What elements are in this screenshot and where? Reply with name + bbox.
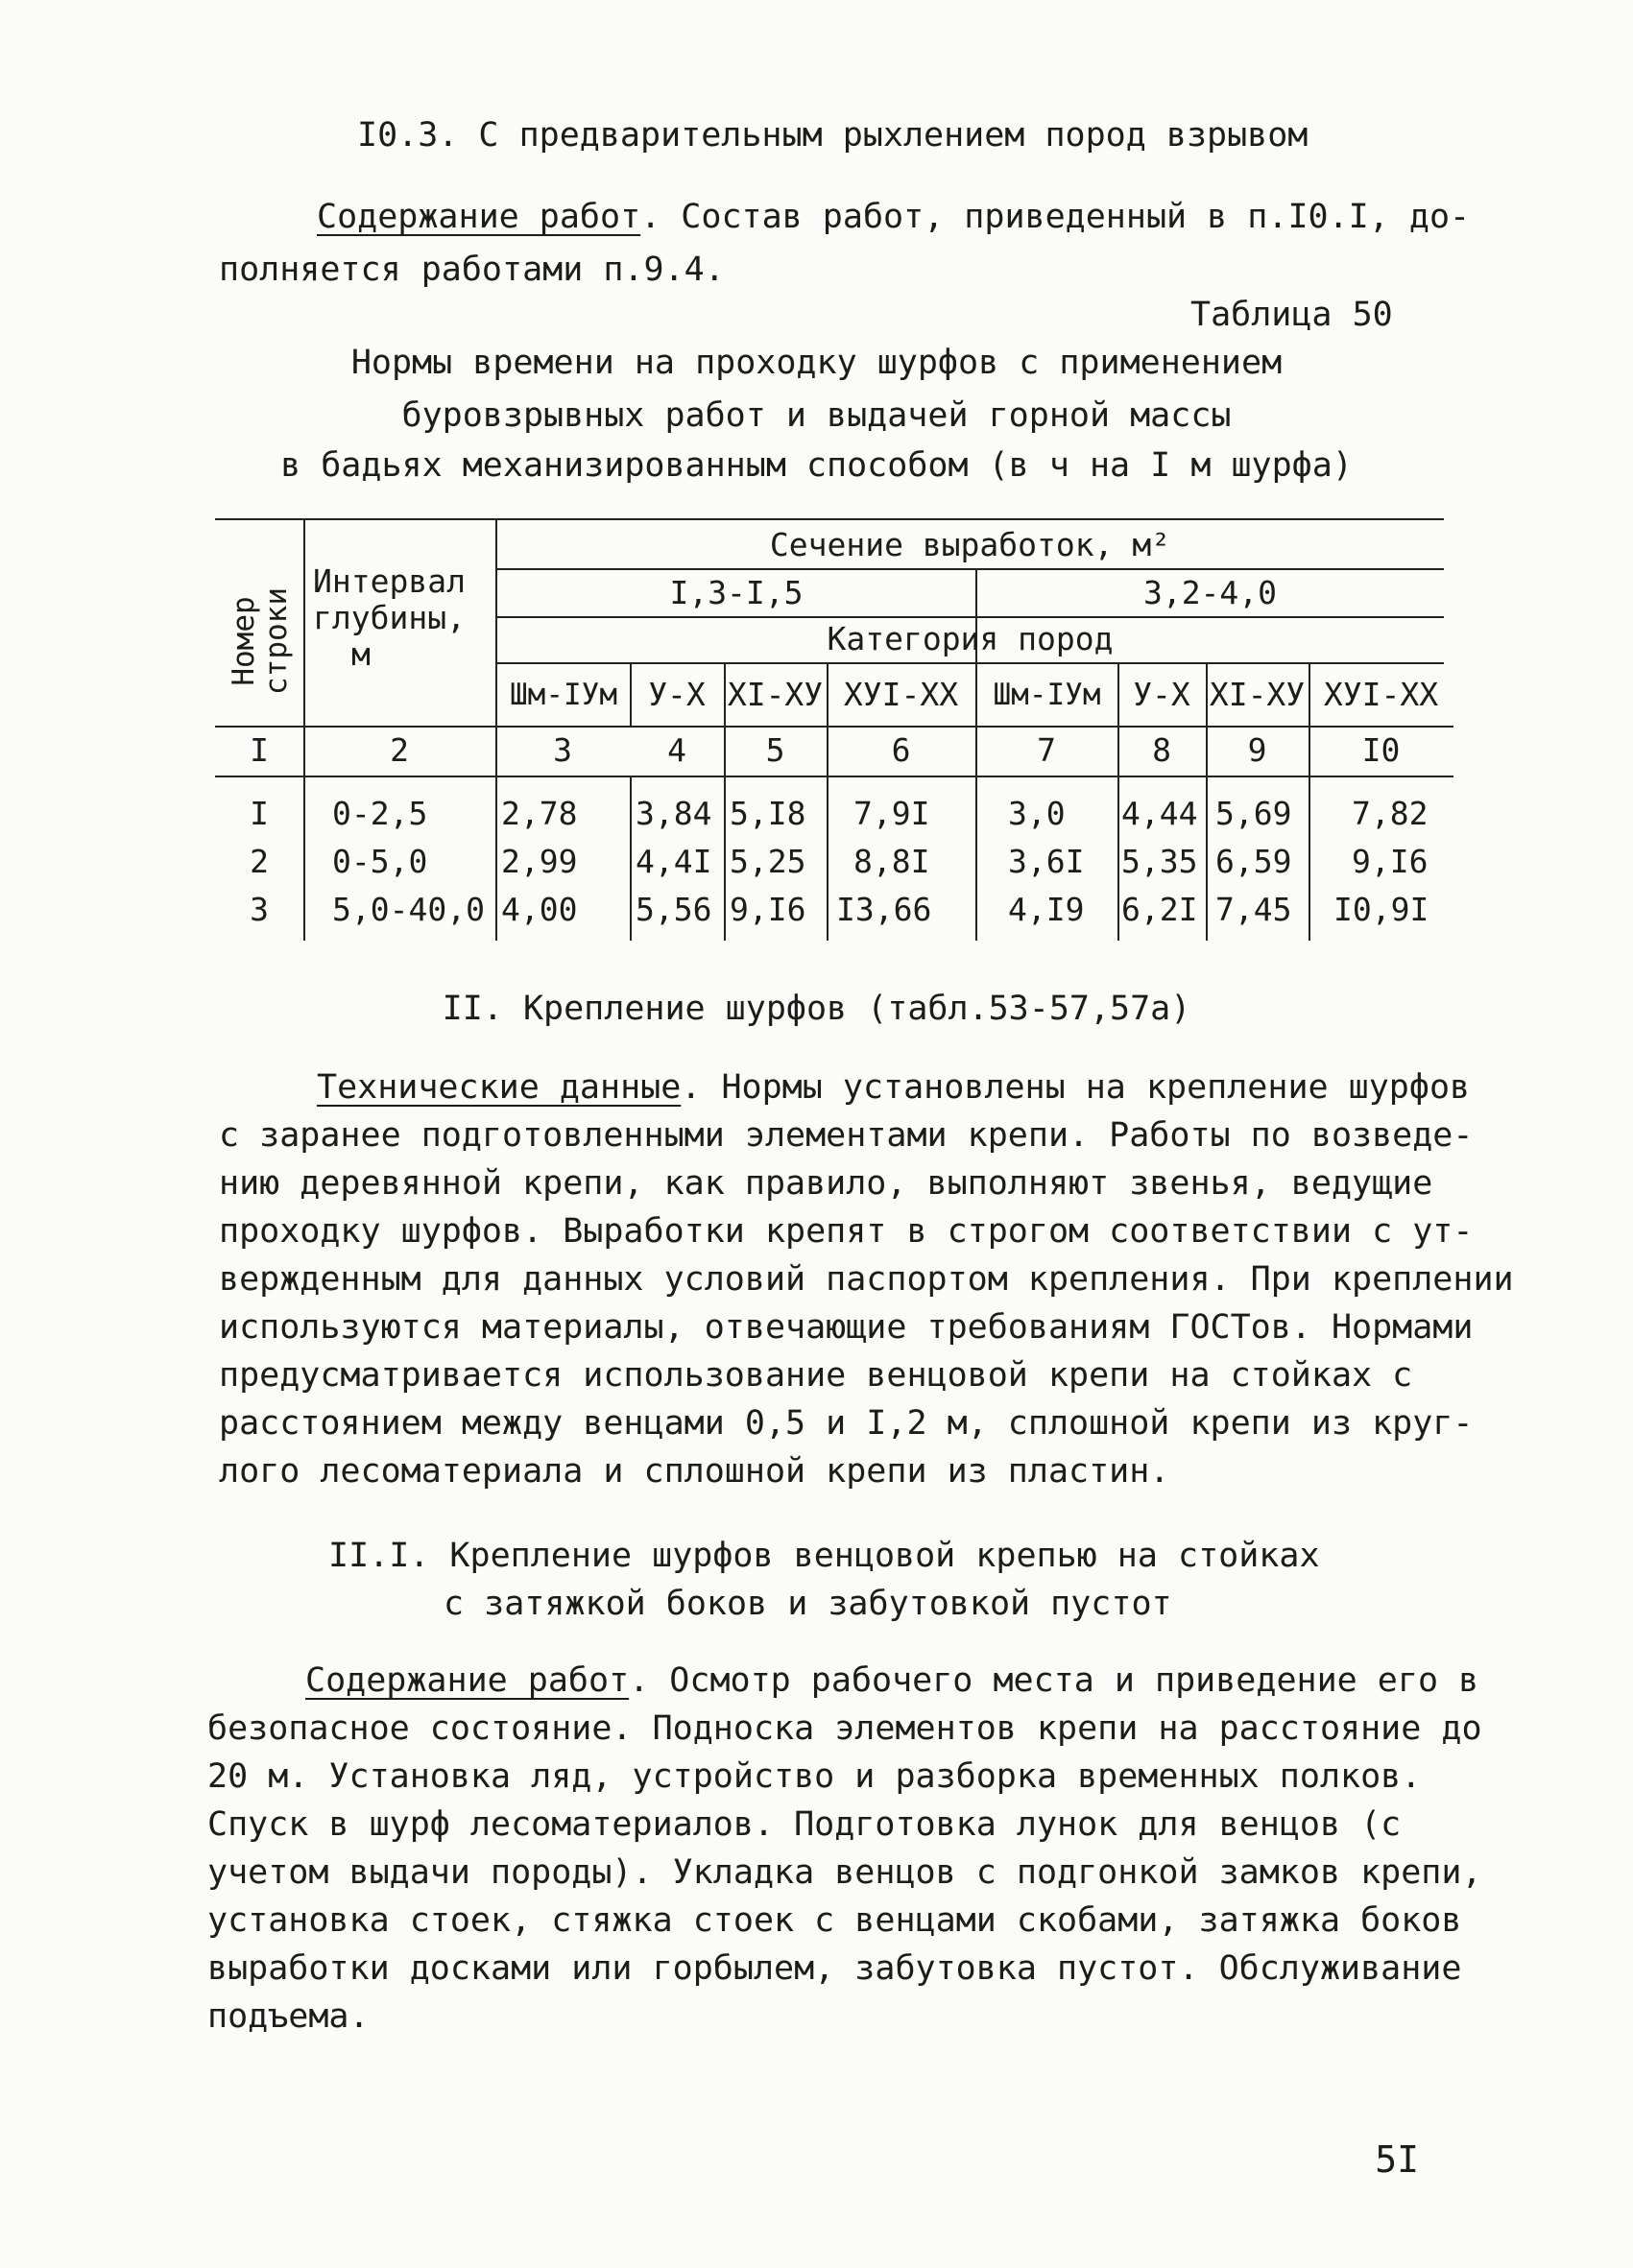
header-row-number: Номер строки — [227, 587, 295, 695]
header-category: Категория пород — [827, 620, 1114, 657]
section-11-1-line-1: Содержание работ. Осмотр рабочего места и приведение его в — [305, 1661, 1479, 1700]
section-11-line: лого лесоматериала и сплошной крепи из пластин. — [219, 1452, 1170, 1491]
table-caption-line-3: в бадьях механизированным способом (в ч на I м шурфа) — [280, 446, 1353, 485]
header-group-2: 3,2-4,0 — [1142, 574, 1278, 611]
header-cat-1: Шм-IУм — [510, 678, 617, 712]
section-11-1-title-2: с затяжкой боков и забутовкой пустот — [444, 1585, 1172, 1623]
col-number: 9 — [1247, 731, 1267, 769]
section-11-line: используются материалы, отвечающие требованиям ГОСТов. Нормами — [219, 1308, 1474, 1347]
section-10-3-line-1: Содержание работ. Состав работ, приведенный в п.I0.I, до- — [317, 198, 1471, 236]
header-depth-3: м — [351, 635, 371, 673]
section-11-1-line: выработки досками или горбылем, забутовка пустот. Обслуживание — [207, 1949, 1462, 1988]
col-number: 6 — [891, 731, 911, 769]
col-number: 8 — [1152, 731, 1171, 769]
header-cat-2: У-Х — [648, 676, 706, 713]
header-depth-1: Интервал — [313, 562, 466, 600]
col-number: 5 — [765, 731, 785, 769]
header-depth-2: глубины, — [313, 599, 466, 636]
section-11-1-line: подъема. — [207, 1997, 370, 2036]
section-11-1-label: Содержание работ — [305, 1661, 630, 1700]
col-number: I — [250, 731, 269, 769]
section-11-line: расстоянием между венцами 0,5 и I,2 м, сплошной крепи из круг- — [219, 1404, 1474, 1443]
section-11-line: проходку шурфов. Выработки крепят в строгом соответствии с ут- — [219, 1212, 1474, 1251]
col-number: 3 — [553, 731, 572, 769]
section-11-1-line: безопасное состояние. Подноска элементов крепи на расстояние до — [207, 1709, 1482, 1748]
col-number: 2 — [390, 731, 409, 769]
table-caption-line-2: буровзрывных работ и выдачей горной массы — [401, 396, 1232, 435]
header-cat-6: У-Х — [1133, 676, 1190, 713]
col-number: 4 — [667, 731, 686, 769]
section-10-3-line-2: полняется работами п.9.4. — [219, 251, 725, 289]
header-cat-3: XI-XУ — [727, 676, 824, 713]
section-11-line: с заранее подготовленными элементами крепи. Работы по возведе- — [219, 1116, 1474, 1155]
table-number: Таблица 50 — [1190, 296, 1393, 334]
header-cat-8: XУI-XX — [1323, 676, 1439, 713]
section-11-line: вержденным для данных условий паспортом крепления. При креплении — [219, 1260, 1514, 1299]
section-11-title: II. Крепление шурфов (табл.53-57,57а) — [442, 990, 1191, 1028]
section-11-1-line: 20 м. Установка ляд, устройство и разборка временных полков. — [207, 1757, 1422, 1796]
header-section: Сечение выработок, м² — [769, 526, 1171, 563]
section-11-label: Технические данные — [317, 1068, 682, 1107]
col-number: I0 — [1361, 731, 1401, 769]
header-cat-5: Шм-IУм — [993, 678, 1101, 712]
page-number: 5I — [1375, 2138, 1419, 2181]
section-11-1-title-1: II.I. Крепление шурфов венцовой крепью на стойках — [328, 1537, 1320, 1575]
header-cat-7: XI-XУ — [1209, 676, 1306, 713]
section-11-1-line: установка стоек, стяжка стоек с венцами скобами, затяжка боков — [207, 1901, 1462, 1940]
section-11-line-1: Технические данные. Нормы установлены на крепление шурфов — [317, 1068, 1471, 1107]
section-10-3-label: Содержание работ — [317, 198, 641, 236]
header-cat-4: XУI-XX — [843, 676, 959, 713]
section-11-line: предусматривается использование венцовой крепи на стойках с — [219, 1356, 1413, 1395]
section-11-1-line: учетом выдачи породы). Укладка венцов с подгонкой замков крепи, — [207, 1853, 1482, 1892]
col-number: 7 — [1037, 731, 1056, 769]
section-11-1-line: Спуск в шурф лесоматериалов. Подготовка лунок для венцов (с — [207, 1805, 1402, 1844]
norms-table: Номер строки Интервал глубины, м Сечение выработок, м² I,3-I,5 3,2-4,0 Категория пород Шм-IУм У-Х XI-XУ XУI-XX Шм-IУм У-Х XI-XУ XУI-XX I 2 3 4 5 6 7 8 9 I0 I 0-2,5 2,78 3,84 5,I8 7,9I 3,0 4,44 5,69 7,82 2 0-5,0 2,99 4,4I 5,25 8,8I 3,6I 5,35 6,59 9,I6 3 5,0-40,0 4,00 5,56 9,I6 I3,66 4,I9 6,2I 7,45 I0,9I — [215, 516, 1453, 948]
section-10-3-title: I0.3. С предварительным рыхлением пород взрывом — [357, 116, 1309, 155]
table-caption-line-1: Нормы времени на проходку шурфов с применением — [350, 344, 1283, 382]
section-11-line: нию деревянной крепи, как правило, выполняют звенья, ведущие — [219, 1164, 1433, 1203]
header-group-1: I,3-I,5 — [669, 574, 804, 611]
